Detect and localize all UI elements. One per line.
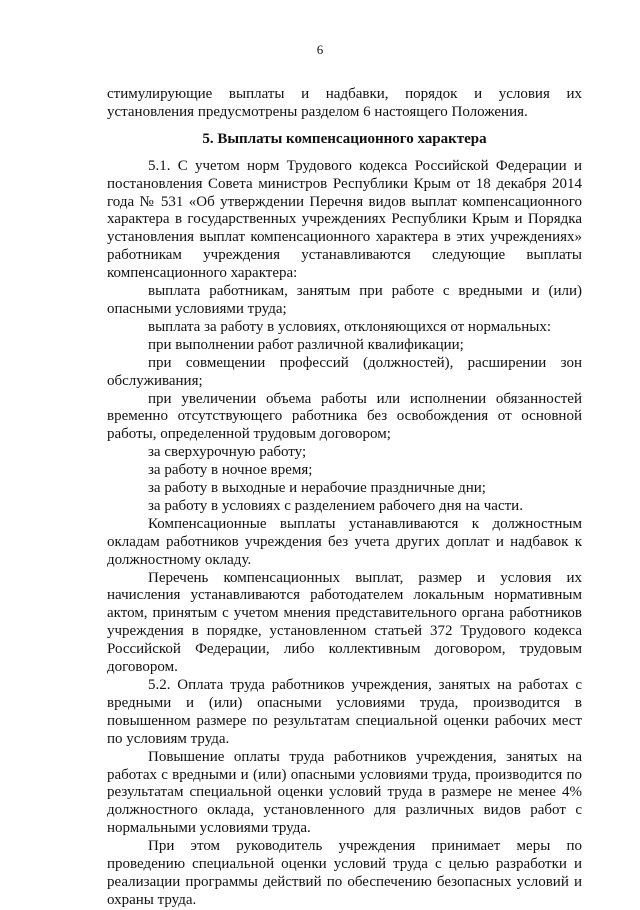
document-body [107,86,582,910]
list-item: за работу в ночное время; [148,462,313,479]
compensation-list-rules-paragraph: Перечень компенсационных выплат, размер и условия их начисления устанавливаются работодателем локальным нормативным актом, принятым с учетом мнения представительного органа работников учреждения в порядке, установленном статьей 372 Трудового кодекса Российской Федерации, либо коллективным договором, трудовым договором. [107,569,582,676]
paragraph-5-2: 5.2. Оплата труда работников учреждения, занятых на работах с вредными и (или) опасными условиями труда, производится в повышенном размере по результатам специальной оценки рабочих мест по условиям труда. [107,677,582,747]
paragraph-5-1: 5.1. С учетом норм Трудового кодекса Российской Федерации и постановления Совета министров Республики Крым от 18 декабря 2014 года № 531 «Об утверждении Перечня видов выплат компенсационного характера в государственных учреждениях Республики Крым и Порядка установления выплат компенсационного характера в этих учреждениях» работникам учреждения устанавливаются следующие выплаты компенсационного характера: [107,157,582,282]
list-item: при выполнении работ различной квалификации; [148,336,464,353]
compensation-salaries-paragraph: Компенсационные выплаты устанавливаются к должностным окладам работников учреждения без учета других доплат и надбавок к должностному окладу. [107,515,582,568]
page-number: 6 [316,42,324,57]
list-item: при совмещении профессий (должностей), расширении зон обслуживания; [107,354,582,389]
list-item: за работу в условиях с разделением рабочего дня на части. [148,497,523,514]
list-item: выплата работникам, занятым при работе с вредными и (или) опасными условиями труда; [107,283,582,317]
list-item: за работу в выходные и нерабочие праздничные дни; [148,480,486,497]
list-item: за сверхурочную работу; [148,444,307,461]
head-measures-paragraph: При этом руководитель учреждения принимает меры по проведению специальной оценки условий труда с целью разработки и реализации программы действий по обеспечению безопасных условий и охраны труда. [107,838,582,908]
section-heading: 5. Выплаты компенсационного характера [202,130,487,147]
list-item: при увеличении объема работы или исполнении обязанностей временно отсутствующего работника без освобождения от основной работы, определенной трудовым договором; [107,390,582,443]
list-item: выплата за работу в условиях, отклоняющихся от нормальных: [148,318,552,335]
pay-increase-paragraph: Повышение оплаты труда работников учреждения, занятых на работах с вредными и (или) опасными условиями труда, производится по результатам специальной оценки условий труда в размере не менее 4% должностного оклада, установленного для различных видов работ с нормальными условиями труда. [107,748,582,837]
intro-paragraph: стимулирующие выплаты и надбавки, порядок и условия их установления предусмотрены разделом 6 настоящего Положения. [107,86,582,120]
